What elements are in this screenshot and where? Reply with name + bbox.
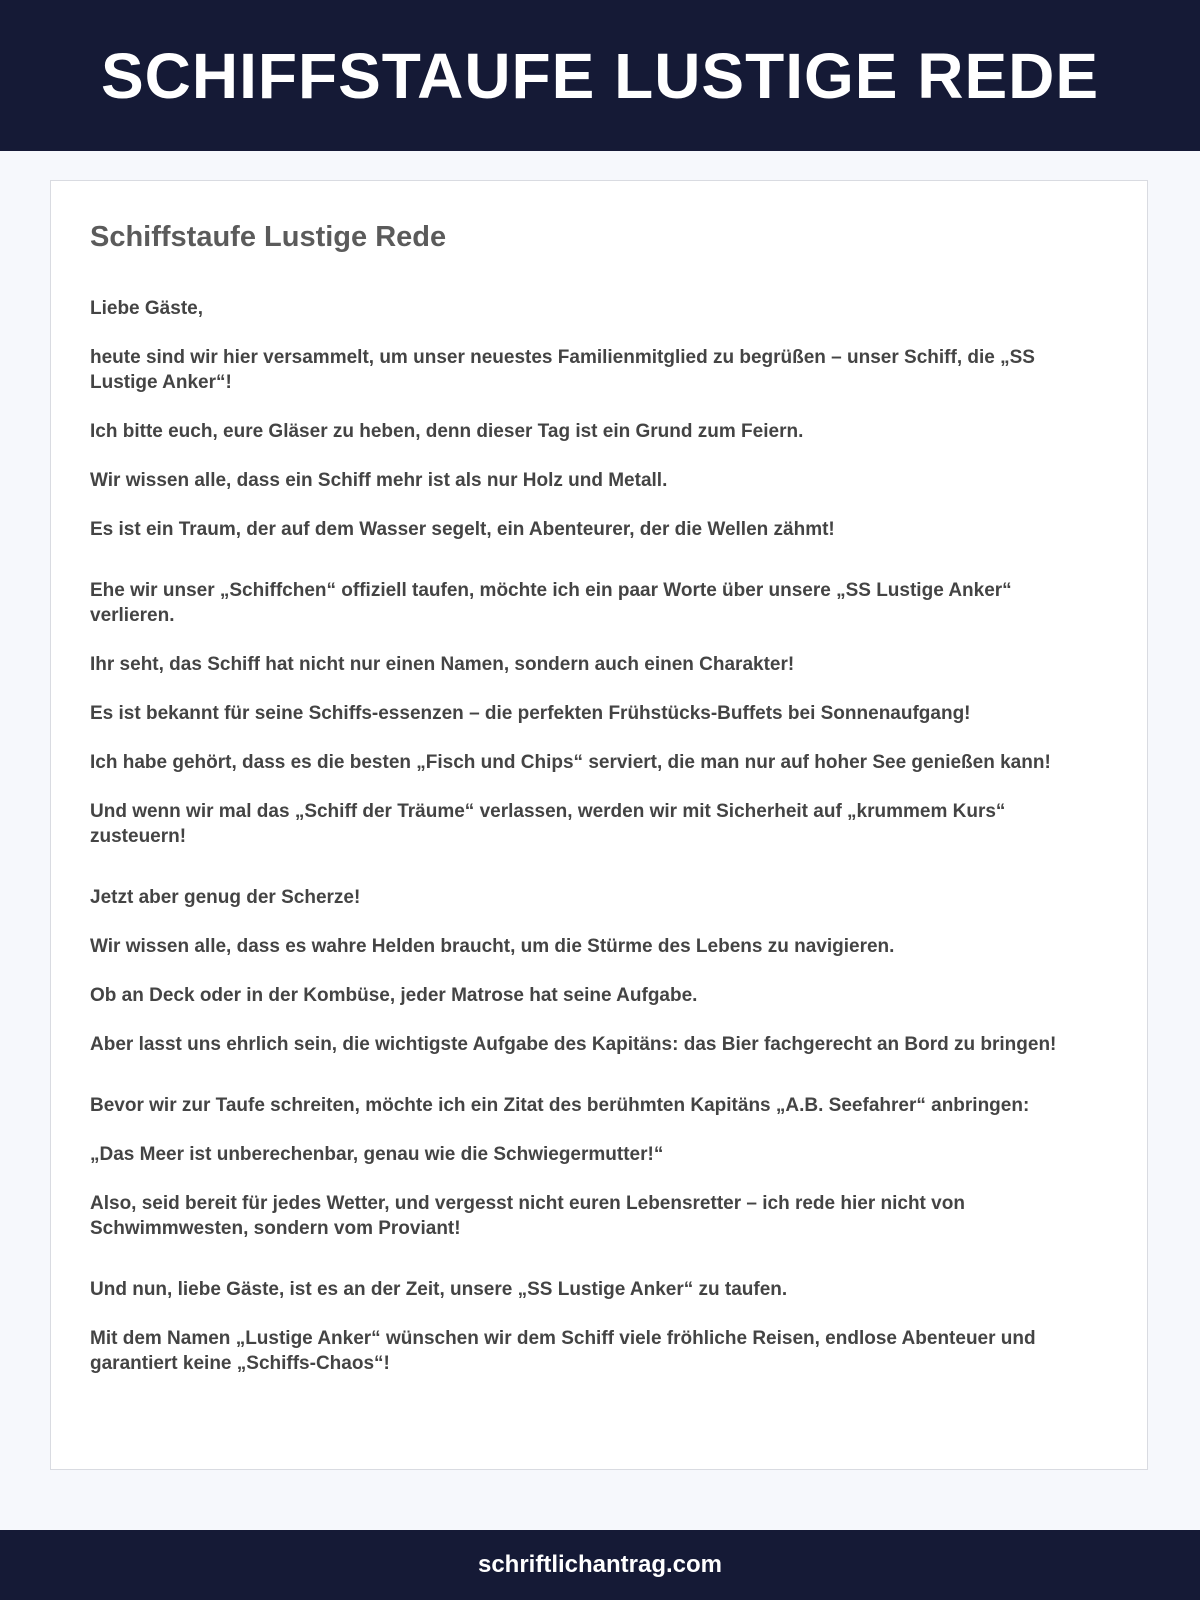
paragraph: „Das Meer ist unberechenbar, genau wie die Schwiegermutter!“ [90,1144,664,1165]
speech-section-4 [90,1069,1090,1241]
paragraph: Es ist bekannt für seine Schiffs-essenzen – die perfekten Frühstücks-Buffets bei Sonnenaufgang! [90,703,971,724]
paragraph: Es ist ein Traum, der auf dem Wasser segelt, ein Abenteurer, der die Wellen zähmt! [90,519,835,540]
paragraph: Ich bitte euch, eure Gläser zu heben, denn dieser Tag ist ein Grund zum Feiern. [90,421,804,442]
paragraph: Liebe Gäste, [90,298,203,319]
paragraph: Wir wissen alle, dass ein Schiff mehr ist als nur Holz und Metall. [90,470,668,491]
document-card [50,180,1148,1470]
paragraph: Aber lasst uns ehrlich sein, die wichtigste Aufgabe des Kapitäns: das Bier fachgerecht an Bord zu bringen! [90,1034,1057,1055]
footer-site-link[interactable]: schriftlichantrag.com [477,1551,723,1578]
paragraph: Jetzt aber genug der Scherze! [90,887,361,908]
paragraph: Ob an Deck oder in der Kombüse, jeder Matrose hat seine Aufgabe. [90,985,698,1006]
paragraph: Also, seid bereit für jedes Wetter, und vergesst nicht euren Lebensretter – ich rede hier nicht von Schwimmwesten, sondern vom Proviant! [90,1193,965,1239]
speech-section-1 [90,272,1090,542]
top-banner [0,0,1200,151]
banner-title: SCHIFFSTAUFE LUSTIGE REDE [100,39,1100,112]
paragraph: Und nun, liebe Gäste, ist es an der Zeit, unsere „SS Lustige Anker“ zu taufen. [90,1279,788,1300]
document-title: Schiffstaufe Lustige Rede [90,221,447,253]
paragraph: heute sind wir hier versammelt, um unser neuestes Familienmitglied zu begrüßen – unser Schiff, die „SS Lustige Anker“! [90,347,1035,393]
paragraph: Mit dem Namen „Lustige Anker“ wünschen wir dem Schiff viele fröhliche Reisen, endlose Abenteuer und garantiert keine „Schiffs-Chaos“! [90,1328,1036,1374]
paragraph: Ihr seht, das Schiff hat nicht nur einen Namen, sondern auch einen Charakter! [90,654,795,675]
speech-section-3 [90,861,1090,1057]
document-body [90,219,1090,1376]
speech-section-5 [90,1253,1090,1376]
paragraph: Ehe wir unser „Schiffchen“ offiziell taufen, möchte ich ein paar Worte über unsere „SS Lustige Anker“ verlieren. [90,580,1012,626]
speech-section-2 [90,554,1090,849]
paragraph: Wir wissen alle, dass es wahre Helden braucht, um die Stürme des Lebens zu navigieren. [90,936,895,957]
paragraph: Bevor wir zur Taufe schreiten, möchte ich ein Zitat des berühmten Kapitäns „A.B. Seefahrer“ anbringen: [90,1095,1030,1116]
paragraph: Und wenn wir mal das „Schiff der Träume“ verlassen, werden wir mit Sicherheit auf „krummem Kurs“ zusteuern! [90,801,1006,847]
footer-bar [0,1530,1200,1600]
paragraph: Ich habe gehört, dass es die besten „Fisch und Chips“ serviert, die man nur auf hoher See genießen kann! [90,752,1051,773]
